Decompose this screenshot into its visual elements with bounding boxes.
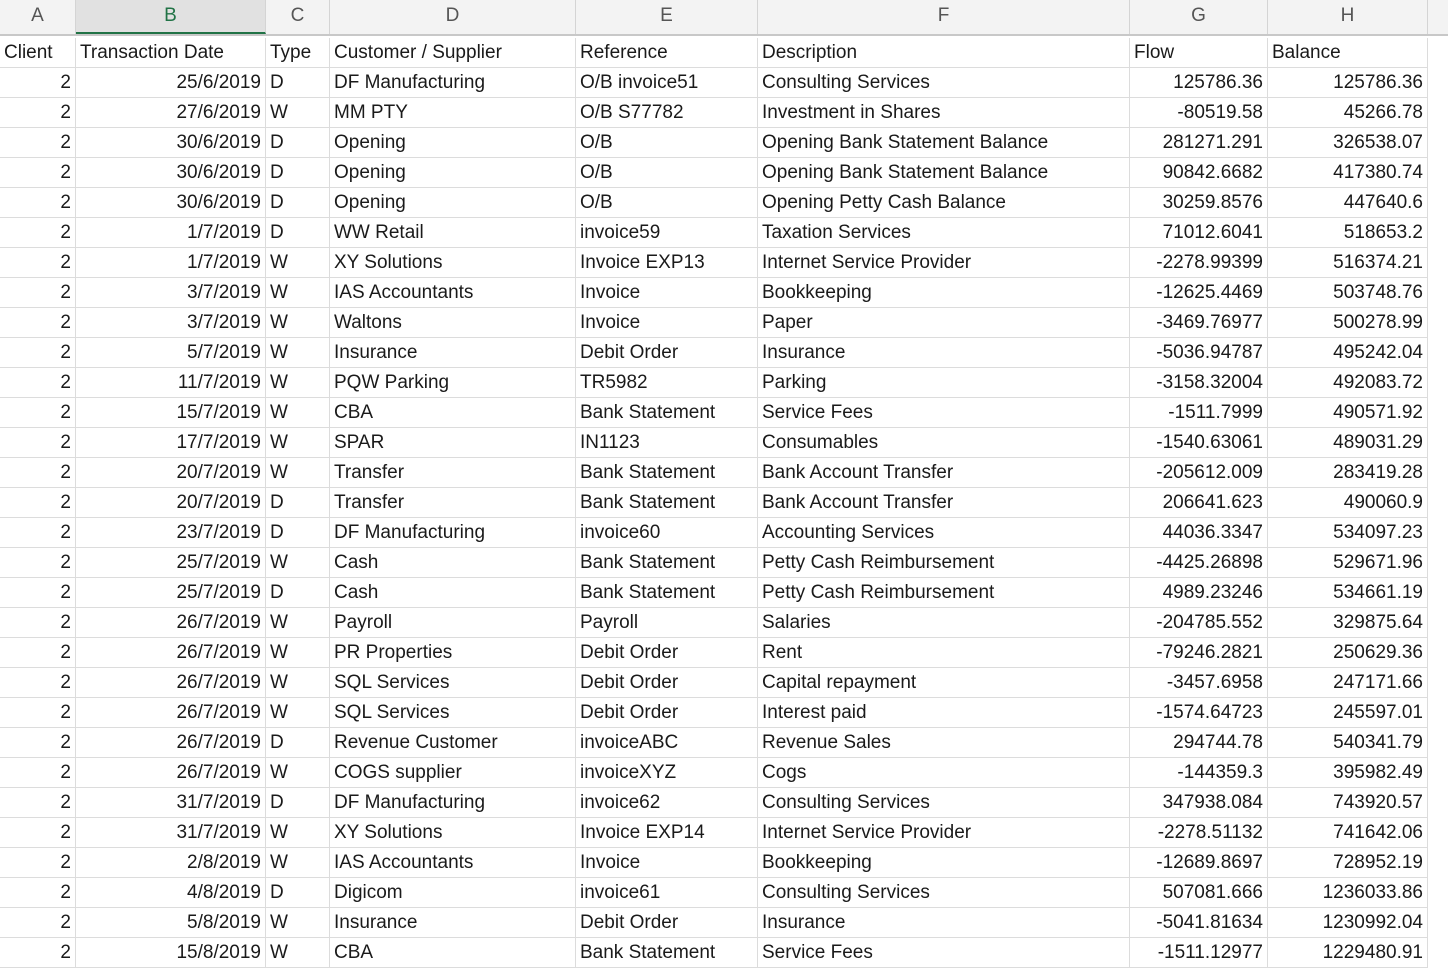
header-row xyxy=(0,38,1448,68)
cell-transaction-date[interactable]: 15/7/2019 xyxy=(76,398,266,428)
cell-balance[interactable]: 447640.6 xyxy=(1268,188,1428,218)
cell-reference[interactable]: Debit Order xyxy=(576,668,758,698)
cell-flow[interactable]: -5036.94787 xyxy=(1130,338,1268,368)
cell-customer-supplier[interactable]: Waltons xyxy=(330,308,576,338)
cell-balance[interactable]: 529671.96 xyxy=(1268,548,1428,578)
cell-reference[interactable]: Debit Order xyxy=(576,908,758,938)
cell-description[interactable]: Opening Bank Statement Balance xyxy=(758,158,1130,188)
cell-balance[interactable]: 45266.78 xyxy=(1268,98,1428,128)
column-header-f[interactable]: F xyxy=(758,0,1130,34)
cell-reference[interactable]: Debit Order xyxy=(576,638,758,668)
header-cell-description[interactable]: Description xyxy=(758,38,1130,68)
column-header-h[interactable]: H xyxy=(1268,0,1428,34)
cell-flow[interactable]: 294744.78 xyxy=(1130,728,1268,758)
cell-customer-supplier[interactable]: Opening xyxy=(330,188,576,218)
cell-balance[interactable]: 495242.04 xyxy=(1268,338,1428,368)
cell-type[interactable]: D xyxy=(266,158,330,188)
cell-transaction-date[interactable]: 31/7/2019 xyxy=(76,818,266,848)
header-cell-transaction-date[interactable]: Transaction Date xyxy=(76,38,266,68)
cell-customer-supplier[interactable]: MM PTY xyxy=(330,98,576,128)
cell-flow[interactable]: 30259.8576 xyxy=(1130,188,1268,218)
cell-balance[interactable]: 283419.28 xyxy=(1268,458,1428,488)
cell-transaction-date[interactable]: 4/8/2019 xyxy=(76,878,266,908)
cell-reference[interactable]: invoiceXYZ xyxy=(576,758,758,788)
cell-description[interactable]: Rent xyxy=(758,638,1130,668)
cell-client[interactable]: 2 xyxy=(0,518,76,548)
table-row xyxy=(0,728,1448,758)
cell-type[interactable]: W xyxy=(266,938,330,968)
table-row xyxy=(0,428,1448,458)
cell-balance[interactable]: 490060.9 xyxy=(1268,488,1428,518)
cell-flow[interactable]: -79246.2821 xyxy=(1130,638,1268,668)
cell-balance[interactable]: 534097.23 xyxy=(1268,518,1428,548)
cell-reference[interactable]: O/B invoice51 xyxy=(576,68,758,98)
cell-client[interactable]: 2 xyxy=(0,428,76,458)
cell-client[interactable]: 2 xyxy=(0,668,76,698)
table-row xyxy=(0,548,1448,578)
cell-reference[interactable]: Bank Statement xyxy=(576,488,758,518)
cell-balance[interactable]: 500278.99 xyxy=(1268,308,1428,338)
cell-type[interactable]: W xyxy=(266,668,330,698)
cell-balance[interactable]: 1229480.91 xyxy=(1268,938,1428,968)
cell-reference[interactable]: Invoice xyxy=(576,308,758,338)
cell-type[interactable]: W xyxy=(266,368,330,398)
cell-transaction-date[interactable]: 3/7/2019 xyxy=(76,278,266,308)
cell-reference[interactable]: Payroll xyxy=(576,608,758,638)
cell-type[interactable]: W xyxy=(266,458,330,488)
cell-customer-supplier[interactable]: Insurance xyxy=(330,908,576,938)
cell-description[interactable]: Paper xyxy=(758,308,1130,338)
header-cell-client[interactable]: Client xyxy=(0,38,76,68)
cell-customer-supplier[interactable]: Revenue Customer xyxy=(330,728,576,758)
cell-description[interactable]: Opening Bank Statement Balance xyxy=(758,128,1130,158)
cell-flow[interactable]: -3469.76977 xyxy=(1130,308,1268,338)
cell-customer-supplier[interactable]: SPAR xyxy=(330,428,576,458)
cell-transaction-date[interactable]: 30/6/2019 xyxy=(76,158,266,188)
table-row xyxy=(0,218,1448,248)
cell-client[interactable]: 2 xyxy=(0,128,76,158)
table-row xyxy=(0,98,1448,128)
cell-transaction-date[interactable]: 26/7/2019 xyxy=(76,698,266,728)
cell-type[interactable]: D xyxy=(266,788,330,818)
cell-balance[interactable]: 518653.2 xyxy=(1268,218,1428,248)
cell-type[interactable]: W xyxy=(266,848,330,878)
table-row xyxy=(0,158,1448,188)
table-row xyxy=(0,398,1448,428)
cell-customer-supplier[interactable]: Opening xyxy=(330,128,576,158)
cell-description[interactable]: Internet Service Provider xyxy=(758,248,1130,278)
cell-description[interactable]: Capital repayment xyxy=(758,668,1130,698)
cell-client[interactable]: 2 xyxy=(0,488,76,518)
cell-flow[interactable]: 281271.291 xyxy=(1130,128,1268,158)
cell-transaction-date[interactable]: 31/7/2019 xyxy=(76,788,266,818)
cell-customer-supplier[interactable]: IAS Accountants xyxy=(330,278,576,308)
table-row xyxy=(0,188,1448,218)
cell-balance[interactable]: 326538.07 xyxy=(1268,128,1428,158)
table-row xyxy=(0,848,1448,878)
cell-reference[interactable]: Bank Statement xyxy=(576,398,758,428)
table-row xyxy=(0,518,1448,548)
table-row xyxy=(0,698,1448,728)
cell-flow[interactable]: -205612.009 xyxy=(1130,458,1268,488)
cell-transaction-date[interactable]: 2/8/2019 xyxy=(76,848,266,878)
cell-client[interactable]: 2 xyxy=(0,278,76,308)
cell-balance[interactable]: 125786.36 xyxy=(1268,68,1428,98)
cell-flow[interactable]: 4989.23246 xyxy=(1130,578,1268,608)
cell-flow[interactable]: -5041.81634 xyxy=(1130,908,1268,938)
column-header-e[interactable]: E xyxy=(576,0,758,34)
cell-client[interactable]: 2 xyxy=(0,908,76,938)
cell-description[interactable]: Taxation Services xyxy=(758,218,1130,248)
cell-reference[interactable]: Bank Statement xyxy=(576,938,758,968)
cell-description[interactable]: Consulting Services xyxy=(758,788,1130,818)
cell-client[interactable]: 2 xyxy=(0,638,76,668)
cell-balance[interactable]: 329875.64 xyxy=(1268,608,1428,638)
cell-description[interactable]: Consumables xyxy=(758,428,1130,458)
cell-flow[interactable]: -3158.32004 xyxy=(1130,368,1268,398)
cell-customer-supplier[interactable]: Cash xyxy=(330,548,576,578)
cell-flow[interactable]: -2278.51132 xyxy=(1130,818,1268,848)
cell-flow[interactable]: -1574.64723 xyxy=(1130,698,1268,728)
cell-balance[interactable]: 492083.72 xyxy=(1268,368,1428,398)
header-cell-customer-supplier[interactable]: Customer / Supplier xyxy=(330,38,576,68)
cell-customer-supplier[interactable]: SQL Services xyxy=(330,698,576,728)
cell-reference[interactable]: IN1123 xyxy=(576,428,758,458)
cell-description[interactable]: Internet Service Provider xyxy=(758,818,1130,848)
cell-description[interactable]: Insurance xyxy=(758,338,1130,368)
cell-transaction-date[interactable]: 27/6/2019 xyxy=(76,98,266,128)
cell-flow[interactable]: 347938.084 xyxy=(1130,788,1268,818)
table-row xyxy=(0,638,1448,668)
cell-description[interactable]: Accounting Services xyxy=(758,518,1130,548)
cell-description[interactable]: Cogs xyxy=(758,758,1130,788)
cell-reference[interactable]: Invoice xyxy=(576,278,758,308)
cell-flow[interactable]: -1511.12977 xyxy=(1130,938,1268,968)
cell-flow[interactable]: -12689.8697 xyxy=(1130,848,1268,878)
cell-type[interactable]: D xyxy=(266,488,330,518)
cell-transaction-date[interactable]: 26/7/2019 xyxy=(76,668,266,698)
cell-transaction-date[interactable]: 1/7/2019 xyxy=(76,248,266,278)
cell-customer-supplier[interactable]: DF Manufacturing xyxy=(330,518,576,548)
cell-transaction-date[interactable]: 17/7/2019 xyxy=(76,428,266,458)
cell-balance[interactable]: 534661.19 xyxy=(1268,578,1428,608)
cell-transaction-date[interactable]: 30/6/2019 xyxy=(76,188,266,218)
column-header-a[interactable]: A xyxy=(0,0,76,34)
cell-customer-supplier[interactable]: XY Solutions xyxy=(330,818,576,848)
cell-flow[interactable]: 507081.666 xyxy=(1130,878,1268,908)
column-header-c[interactable]: C xyxy=(266,0,330,34)
cell-type[interactable]: D xyxy=(266,728,330,758)
table-row xyxy=(0,668,1448,698)
cell-transaction-date[interactable]: 30/6/2019 xyxy=(76,128,266,158)
table-row xyxy=(0,608,1448,638)
cell-flow[interactable]: 90842.6682 xyxy=(1130,158,1268,188)
cell-flow[interactable]: -204785.552 xyxy=(1130,608,1268,638)
cell-client[interactable]: 2 xyxy=(0,368,76,398)
cell-reference[interactable]: Bank Statement xyxy=(576,458,758,488)
cell-balance[interactable]: 247171.66 xyxy=(1268,668,1428,698)
cell-reference[interactable]: invoice61 xyxy=(576,878,758,908)
cell-client[interactable]: 2 xyxy=(0,98,76,128)
cell-description[interactable]: Service Fees xyxy=(758,938,1130,968)
cell-customer-supplier[interactable]: Insurance xyxy=(330,338,576,368)
cell-transaction-date[interactable]: 26/7/2019 xyxy=(76,758,266,788)
cell-type[interactable]: W xyxy=(266,308,330,338)
cell-reference[interactable]: Bank Statement xyxy=(576,578,758,608)
table-row xyxy=(0,338,1448,368)
cell-flow[interactable]: -80519.58 xyxy=(1130,98,1268,128)
cell-grid xyxy=(0,38,1448,968)
cell-description[interactable]: Bookkeeping xyxy=(758,848,1130,878)
cell-description[interactable]: Consulting Services xyxy=(758,68,1130,98)
cell-flow[interactable]: -4425.26898 xyxy=(1130,548,1268,578)
cell-description[interactable]: Bookkeeping xyxy=(758,278,1130,308)
cell-client[interactable]: 2 xyxy=(0,218,76,248)
cell-type[interactable]: D xyxy=(266,878,330,908)
cell-flow[interactable]: -12625.4469 xyxy=(1130,278,1268,308)
cell-reference[interactable]: O/B xyxy=(576,188,758,218)
cell-flow[interactable]: -1511.7999 xyxy=(1130,398,1268,428)
cell-reference[interactable]: O/B xyxy=(576,158,758,188)
cell-client[interactable]: 2 xyxy=(0,578,76,608)
cell-type[interactable]: W xyxy=(266,278,330,308)
cell-reference[interactable]: invoice62 xyxy=(576,788,758,818)
cell-customer-supplier[interactable]: Cash xyxy=(330,578,576,608)
cell-customer-supplier[interactable]: IAS Accountants xyxy=(330,848,576,878)
cell-type[interactable]: D xyxy=(266,518,330,548)
cell-client[interactable]: 2 xyxy=(0,938,76,968)
table-row xyxy=(0,818,1448,848)
table-row xyxy=(0,278,1448,308)
cell-type[interactable]: D xyxy=(266,68,330,98)
cell-reference[interactable]: invoiceABC xyxy=(576,728,758,758)
cell-customer-supplier[interactable]: Transfer xyxy=(330,458,576,488)
cell-type[interactable]: W xyxy=(266,548,330,578)
cell-flow[interactable]: -3457.6958 xyxy=(1130,668,1268,698)
cell-client[interactable]: 2 xyxy=(0,398,76,428)
cell-type[interactable]: W xyxy=(266,338,330,368)
cell-balance[interactable]: 489031.29 xyxy=(1268,428,1428,458)
cell-description[interactable]: Bank Account Transfer xyxy=(758,458,1130,488)
cell-client[interactable]: 2 xyxy=(0,68,76,98)
cell-client[interactable]: 2 xyxy=(0,698,76,728)
cell-transaction-date[interactable]: 26/7/2019 xyxy=(76,728,266,758)
cell-client[interactable]: 2 xyxy=(0,818,76,848)
header-cell-balance[interactable]: Balance xyxy=(1268,38,1428,68)
cell-type[interactable]: W xyxy=(266,98,330,128)
cell-type[interactable]: D xyxy=(266,188,330,218)
table-row xyxy=(0,308,1448,338)
cell-transaction-date[interactable]: 26/7/2019 xyxy=(76,608,266,638)
cell-client[interactable]: 2 xyxy=(0,458,76,488)
cell-balance[interactable]: 250629.36 xyxy=(1268,638,1428,668)
cell-transaction-date[interactable]: 3/7/2019 xyxy=(76,308,266,338)
cell-client[interactable]: 2 xyxy=(0,248,76,278)
cell-flow[interactable]: 206641.623 xyxy=(1130,488,1268,518)
cell-description[interactable]: Investment in Shares xyxy=(758,98,1130,128)
table-row xyxy=(0,368,1448,398)
cell-description[interactable]: Interest paid xyxy=(758,698,1130,728)
cell-balance[interactable]: 540341.79 xyxy=(1268,728,1428,758)
cell-transaction-date[interactable]: 11/7/2019 xyxy=(76,368,266,398)
cell-description[interactable]: Consulting Services xyxy=(758,878,1130,908)
cell-customer-supplier[interactable]: DF Manufacturing xyxy=(330,68,576,98)
cell-type[interactable]: W xyxy=(266,698,330,728)
cell-flow[interactable]: 71012.6041 xyxy=(1130,218,1268,248)
cell-balance[interactable]: 516374.21 xyxy=(1268,248,1428,278)
cell-balance[interactable]: 395982.49 xyxy=(1268,758,1428,788)
cell-transaction-date[interactable]: 5/7/2019 xyxy=(76,338,266,368)
cell-reference[interactable]: invoice60 xyxy=(576,518,758,548)
table-row xyxy=(0,878,1448,908)
cell-reference[interactable]: O/B S77782 xyxy=(576,98,758,128)
cell-client[interactable]: 2 xyxy=(0,758,76,788)
cell-type[interactable]: W xyxy=(266,398,330,428)
cell-description[interactable]: Revenue Sales xyxy=(758,728,1130,758)
cell-balance[interactable]: 490571.92 xyxy=(1268,398,1428,428)
cell-balance[interactable]: 1230992.04 xyxy=(1268,908,1428,938)
cell-type[interactable]: D xyxy=(266,128,330,158)
table-row xyxy=(0,68,1448,98)
table-row xyxy=(0,458,1448,488)
table-row xyxy=(0,908,1448,938)
cell-customer-supplier[interactable]: DF Manufacturing xyxy=(330,788,576,818)
cell-description[interactable]: Insurance xyxy=(758,908,1130,938)
cell-balance[interactable]: 743920.57 xyxy=(1268,788,1428,818)
cell-client[interactable]: 2 xyxy=(0,608,76,638)
cell-type[interactable]: W xyxy=(266,908,330,938)
cell-client[interactable]: 2 xyxy=(0,308,76,338)
cell-balance[interactable]: 503748.76 xyxy=(1268,278,1428,308)
table-row xyxy=(0,488,1448,518)
header-cell-flow[interactable]: Flow xyxy=(1130,38,1268,68)
cell-client[interactable]: 2 xyxy=(0,728,76,758)
cell-customer-supplier[interactable]: CBA xyxy=(330,398,576,428)
cell-reference[interactable]: O/B xyxy=(576,128,758,158)
cell-type[interactable]: D xyxy=(266,578,330,608)
table-row xyxy=(0,938,1448,968)
cell-reference[interactable]: TR5982 xyxy=(576,368,758,398)
cell-client[interactable]: 2 xyxy=(0,548,76,578)
cell-balance[interactable]: 741642.06 xyxy=(1268,818,1428,848)
cell-customer-supplier[interactable]: Opening xyxy=(330,158,576,188)
cell-transaction-date[interactable]: 1/7/2019 xyxy=(76,218,266,248)
cell-transaction-date[interactable]: 25/6/2019 xyxy=(76,68,266,98)
cell-customer-supplier[interactable]: Payroll xyxy=(330,608,576,638)
cell-description[interactable]: Parking xyxy=(758,368,1130,398)
cell-transaction-date[interactable]: 25/7/2019 xyxy=(76,548,266,578)
cell-type[interactable]: W xyxy=(266,758,330,788)
cell-type[interactable]: D xyxy=(266,218,330,248)
cell-flow[interactable]: -144359.3 xyxy=(1130,758,1268,788)
cell-flow[interactable]: 44036.3347 xyxy=(1130,518,1268,548)
cell-reference[interactable]: Invoice EXP14 xyxy=(576,818,758,848)
cell-client[interactable]: 2 xyxy=(0,848,76,878)
cell-balance[interactable]: 728952.19 xyxy=(1268,848,1428,878)
cell-type[interactable]: W xyxy=(266,608,330,638)
table-row xyxy=(0,788,1448,818)
cell-reference[interactable]: Invoice xyxy=(576,848,758,878)
cell-balance[interactable]: 417380.74 xyxy=(1268,158,1428,188)
table-row xyxy=(0,578,1448,608)
cell-description[interactable]: Bank Account Transfer xyxy=(758,488,1130,518)
cell-transaction-date[interactable]: 5/8/2019 xyxy=(76,908,266,938)
cell-balance[interactable]: 1236033.86 xyxy=(1268,878,1428,908)
cell-flow[interactable]: 125786.36 xyxy=(1130,68,1268,98)
cell-customer-supplier[interactable]: PR Properties xyxy=(330,638,576,668)
cell-transaction-date[interactable]: 25/7/2019 xyxy=(76,578,266,608)
cell-reference[interactable]: Bank Statement xyxy=(576,548,758,578)
cell-client[interactable]: 2 xyxy=(0,878,76,908)
cell-flow[interactable]: -1540.63061 xyxy=(1130,428,1268,458)
column-header-b[interactable]: B xyxy=(76,0,266,34)
cell-reference[interactable]: invoice59 xyxy=(576,218,758,248)
cell-type[interactable]: W xyxy=(266,428,330,458)
cell-client[interactable]: 2 xyxy=(0,188,76,218)
column-header-d[interactable]: D xyxy=(330,0,576,34)
cell-customer-supplier[interactable]: SQL Services xyxy=(330,668,576,698)
column-header-bar xyxy=(0,0,1448,36)
cell-balance[interactable]: 245597.01 xyxy=(1268,698,1428,728)
cell-customer-supplier[interactable]: XY Solutions xyxy=(330,248,576,278)
cell-client[interactable]: 2 xyxy=(0,158,76,188)
cell-customer-supplier[interactable]: Digicom xyxy=(330,878,576,908)
cell-description[interactable]: Opening Petty Cash Balance xyxy=(758,188,1130,218)
cell-customer-supplier[interactable]: Transfer xyxy=(330,488,576,518)
cell-transaction-date[interactable]: 26/7/2019 xyxy=(76,638,266,668)
cell-customer-supplier[interactable]: CBA xyxy=(330,938,576,968)
cell-reference[interactable]: Debit Order xyxy=(576,338,758,368)
table-row xyxy=(0,758,1448,788)
cell-transaction-date[interactable]: 15/8/2019 xyxy=(76,938,266,968)
cell-customer-supplier[interactable]: WW Retail xyxy=(330,218,576,248)
cell-client[interactable]: 2 xyxy=(0,338,76,368)
cell-description[interactable]: Petty Cash Reimbursement xyxy=(758,548,1130,578)
cell-type[interactable]: W xyxy=(266,818,330,848)
cell-customer-supplier[interactable]: PQW Parking xyxy=(330,368,576,398)
cell-reference[interactable]: Invoice EXP13 xyxy=(576,248,758,278)
table-row xyxy=(0,248,1448,278)
cell-type[interactable]: W xyxy=(266,248,330,278)
cell-description[interactable]: Petty Cash Reimbursement xyxy=(758,578,1130,608)
cell-transaction-date[interactable]: 23/7/2019 xyxy=(76,518,266,548)
cell-client[interactable]: 2 xyxy=(0,788,76,818)
cell-transaction-date[interactable]: 20/7/2019 xyxy=(76,488,266,518)
cell-customer-supplier[interactable]: COGS supplier xyxy=(330,758,576,788)
cell-description[interactable]: Service Fees xyxy=(758,398,1130,428)
cell-description[interactable]: Salaries xyxy=(758,608,1130,638)
cell-type[interactable]: W xyxy=(266,638,330,668)
cell-reference[interactable]: Debit Order xyxy=(576,698,758,728)
column-header-g[interactable]: G xyxy=(1130,0,1268,34)
header-cell-type[interactable]: Type xyxy=(266,38,330,68)
cell-flow[interactable]: -2278.99399 xyxy=(1130,248,1268,278)
table-row xyxy=(0,128,1448,158)
cell-transaction-date[interactable]: 20/7/2019 xyxy=(76,458,266,488)
header-cell-reference[interactable]: Reference xyxy=(576,38,758,68)
